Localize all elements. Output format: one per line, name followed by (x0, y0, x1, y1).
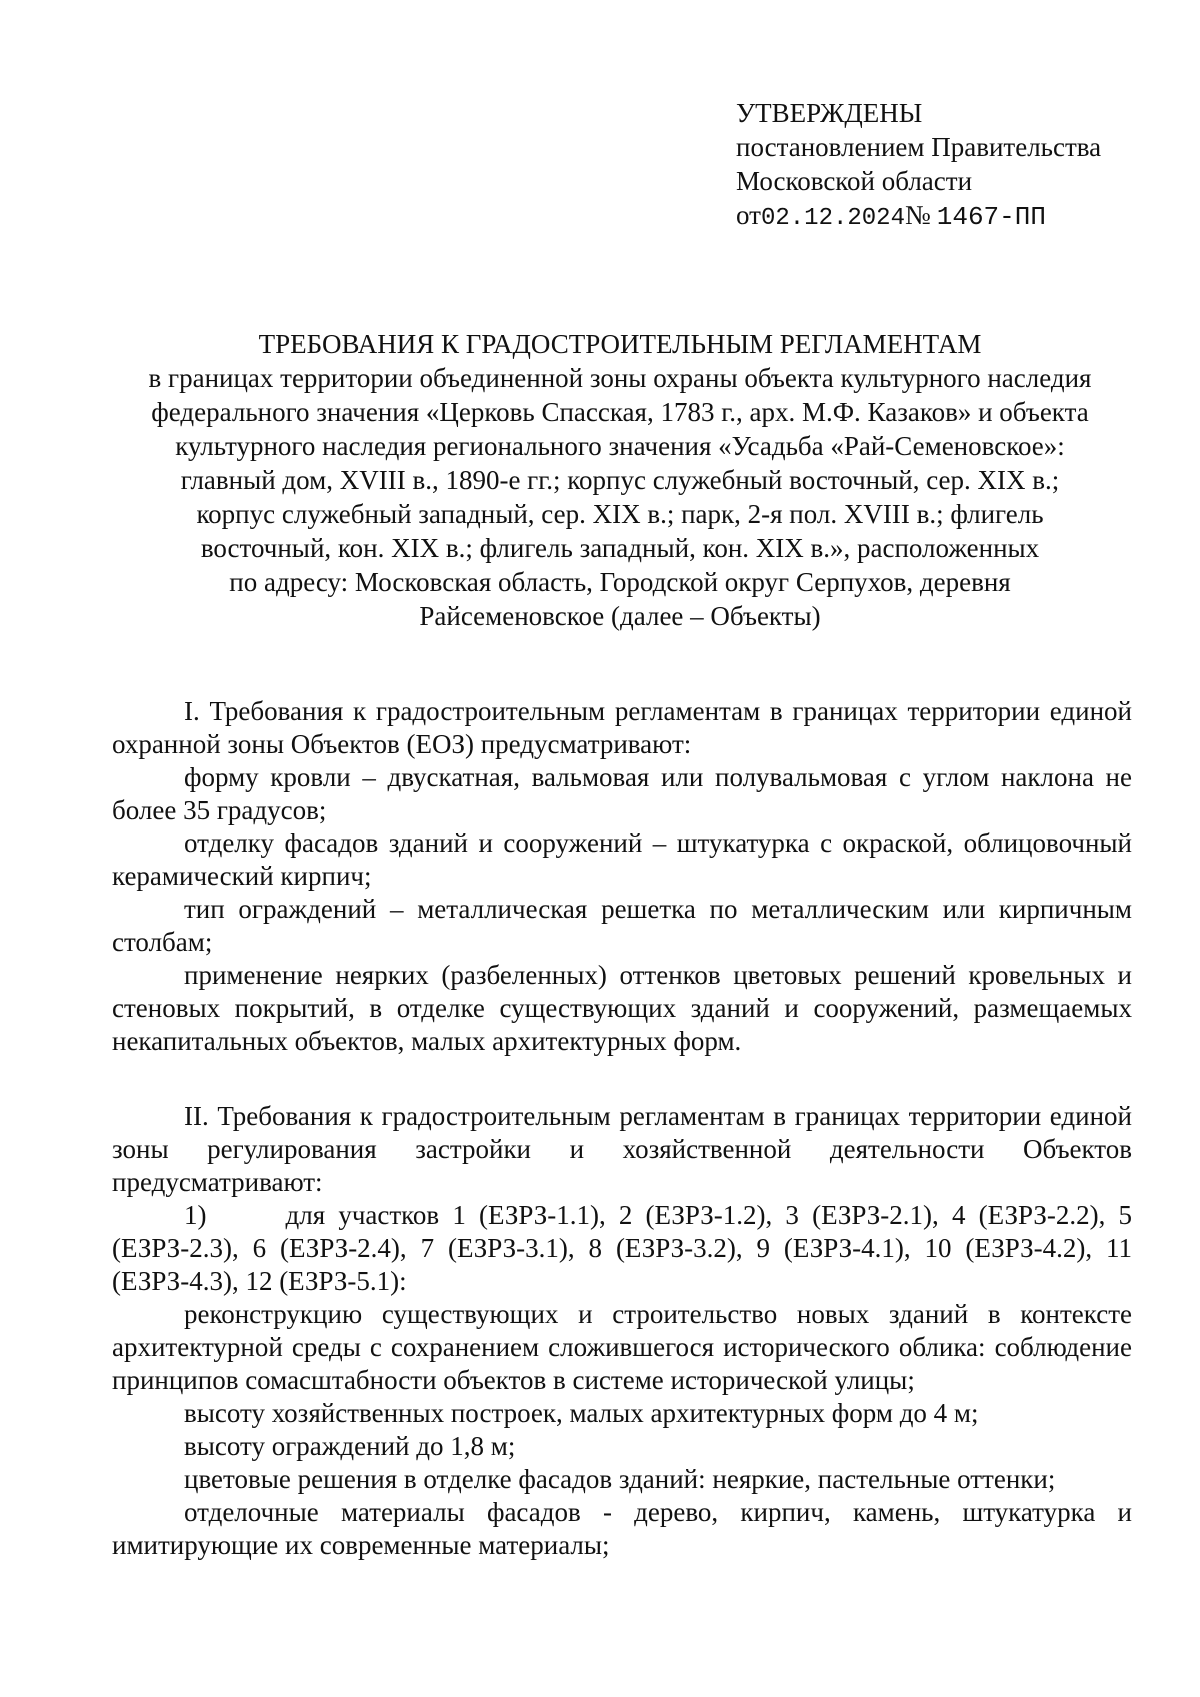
approval-number: 1467-ПП (936, 202, 1046, 232)
date-prefix: от (736, 200, 761, 230)
heading-line: культурного наследия регионального значения «Усадьба «Рай-Семеновское»: (175, 431, 1065, 461)
section-1-item: тип ограждений – металлическая решетка по металлическим или кирпичным столбам; (112, 894, 1132, 957)
subsection-1 (112, 1199, 1132, 1298)
document-body (112, 695, 1132, 1562)
approval-date: 02.12.2024 (760, 205, 905, 232)
number-sign: № (904, 200, 931, 230)
approval-title: УТВЕРЖДЕНЫ (736, 98, 923, 128)
approval-line-2: Московской области (736, 166, 973, 196)
heading-line: главный дом, XVIII в., 1890-е гг.; корпус служебный восточный, сер. XIX в.; (180, 465, 1060, 495)
section-2-item: высоту хозяйственных построек, малых архитектурных форм до 4 м; (184, 1398, 979, 1428)
heading-line: по адресу: Московская область, Городской округ Серпухов, деревня (229, 567, 1011, 597)
approval-line-1: постановлением Правительства (736, 132, 1102, 162)
section-2-item: цветовые решения в отделке фасадов зданий: неяркие, пастельные оттенки; (184, 1464, 1056, 1494)
section-1-item: отделку фасадов зданий и сооружений – штукатурка с окраской, облицовочный керамический кирпич; (112, 828, 1132, 891)
heading-line: восточный, кон. XIX в.; флигель западный, кон. XIX в.», расположенных (200, 533, 1040, 563)
section-2-item: высоту ограждений до 1,8 м; (184, 1431, 516, 1461)
approval-block (736, 96, 1101, 236)
section-gap (112, 1058, 1132, 1100)
section-1-item: применение неярких (разбеленных) оттенков цветовых решений кровельных и стеновых покрытий, в отделке существующих зданий и сооружений, размещаемых некапитальных объектов, малых архитектурных форм. (112, 960, 1132, 1056)
subsection-marker: 1) (184, 1200, 207, 1230)
approval-date-line (736, 198, 1101, 236)
section-2-item: отделочные материалы фасадов - дерево, кирпич, камень, штукатурка и имитирующие их современные материалы; (112, 1497, 1132, 1560)
heading-line: корпус служебный западный, сер. XIX в.; парк, 2-я пол. XVIII в.; флигель (196, 499, 1044, 529)
section-2-item: реконструкцию существующих и строительство новых зданий в контексте архитектурной среды с сохранением сложившегося исторического облика: соблюдение принципов сомасштабности объектов в системе исторической улицы; (112, 1299, 1132, 1395)
heading-line: в границах территории объединенной зоны охраны объекта культурного наследия (148, 363, 1092, 393)
heading-line: Райсеменовское (далее – Объекты) (419, 601, 821, 631)
section-2-intro: II. Требования к градостроительным регламентам в границах территории единой зоны регулирования застройки и хозяйственной деятельности Объектов предусматривают: (112, 1101, 1132, 1197)
document-title: ТРЕБОВАНИЯ К ГРАДОСТРОИТЕЛЬНЫМ РЕГЛАМЕНТАМ (258, 329, 982, 359)
document-heading (110, 327, 1130, 633)
section-1-item: форму кровли – двускатная, вальмовая или полувальмовая с углом наклона не более 35 градусов; (112, 762, 1132, 825)
heading-line: федерального значения «Церковь Спасская, 1783 г., арх. М.Ф. Казаков» и объекта (151, 397, 1089, 427)
section-1-intro: I. Требования к градостроительным регламентам в границах территории единой охранной зоны Объектов (ЕОЗ) предусматривают: (112, 696, 1132, 759)
subsection-text: для участков 1 (ЕЗРЗ-1.1), 2 (ЕЗРЗ-1.2), 3 (ЕЗРЗ-2.1), 4 (ЕЗРЗ-2.2), 5 (ЕЗРЗ-2.3), 6 (ЕЗРЗ-2.4), 7 (ЕЗРЗ-3.1), 8 (ЕЗРЗ-3.2), 9 (ЕЗРЗ-4.1), 10 (ЕЗРЗ-4.2), 11 (ЕЗРЗ-4.3), 12 (ЕЗРЗ-5.1): (112, 1200, 1132, 1296)
